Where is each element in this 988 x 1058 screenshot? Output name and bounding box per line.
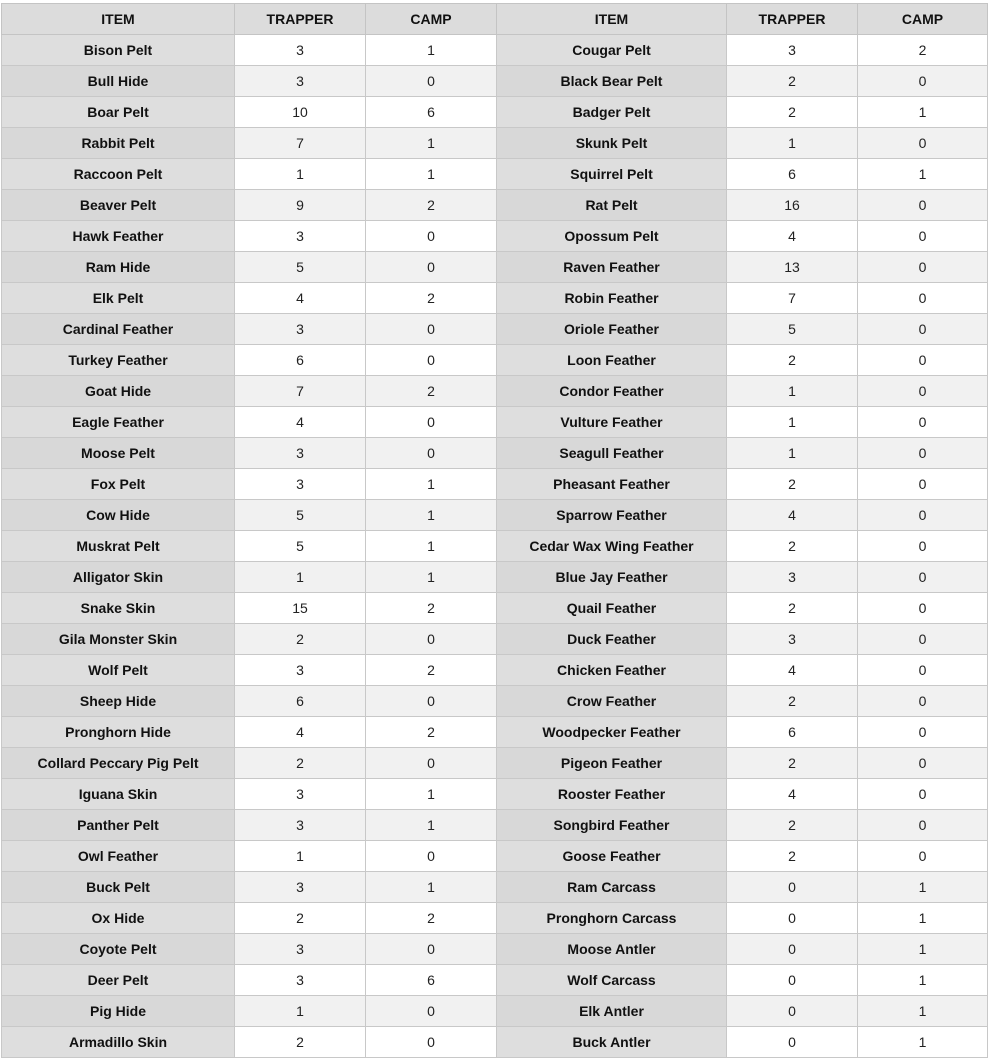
cell-camp-right[interactable]: 0 [858,717,988,748]
cell-trapper-left[interactable]: 3 [235,314,366,345]
cell-item-right[interactable]: Black Bear Pelt [497,66,727,97]
cell-trapper-left[interactable]: 2 [235,903,366,934]
cell-trapper-right[interactable]: 4 [727,779,858,810]
cell-item-right[interactable]: Pigeon Feather [497,748,727,779]
cell-camp-left[interactable]: 6 [366,97,497,128]
cell-item-left[interactable]: Beaver Pelt [2,190,235,221]
cell-camp-right[interactable]: 0 [858,283,988,314]
cell-camp-right[interactable]: 0 [858,748,988,779]
cell-item-left[interactable]: Cardinal Feather [2,314,235,345]
cell-camp-left[interactable]: 1 [366,562,497,593]
cell-trapper-right[interactable]: 3 [727,562,858,593]
cell-camp-left[interactable]: 0 [366,624,497,655]
cell-camp-left[interactable]: 0 [366,407,497,438]
cell-trapper-right[interactable]: 2 [727,810,858,841]
cell-camp-right[interactable]: 0 [858,345,988,376]
cell-trapper-right[interactable]: 2 [727,686,858,717]
cell-item-right[interactable]: Goose Feather [497,841,727,872]
cell-camp-right[interactable]: 0 [858,624,988,655]
cell-item-left[interactable]: Collard Peccary Pig Pelt [2,748,235,779]
cell-trapper-left[interactable]: 7 [235,376,366,407]
cell-item-left[interactable]: Raccoon Pelt [2,159,235,190]
cell-item-right[interactable]: Buck Antler [497,1027,727,1058]
cell-item-right[interactable]: Elk Antler [497,996,727,1027]
cell-camp-left[interactable]: 0 [366,345,497,376]
cell-camp-right[interactable]: 0 [858,66,988,97]
table-row [2,190,988,221]
table-row [2,872,988,903]
cell-camp-right[interactable]: 0 [858,438,988,469]
cell-camp-left[interactable]: 1 [366,779,497,810]
cell-item-left[interactable]: Rabbit Pelt [2,128,235,159]
table-row [2,965,988,996]
cell-camp-left[interactable]: 0 [366,748,497,779]
cell-item-right[interactable]: Ram Carcass [497,872,727,903]
cell-trapper-right[interactable]: 2 [727,841,858,872]
header-row [2,4,988,35]
cell-trapper-right[interactable]: 4 [727,655,858,686]
cell-trapper-left[interactable]: 2 [235,748,366,779]
cell-item-left[interactable]: Fox Pelt [2,469,235,500]
cell-camp-right[interactable]: 1 [858,903,988,934]
cell-item-right[interactable]: Vulture Feather [497,407,727,438]
cell-camp-left[interactable]: 0 [366,841,497,872]
cell-camp-right[interactable]: 0 [858,779,988,810]
cell-camp-left[interactable]: 2 [366,593,497,624]
cell-camp-right[interactable]: 1 [858,934,988,965]
cell-trapper-left[interactable]: 3 [235,965,366,996]
header-item-right[interactable]: ITEM [497,4,727,35]
cell-trapper-left[interactable]: 3 [235,934,366,965]
table-row [2,407,988,438]
cell-trapper-left[interactable]: 3 [235,35,366,66]
cell-item-left[interactable]: Pronghorn Hide [2,717,235,748]
cell-trapper-left[interactable]: 15 [235,593,366,624]
cell-trapper-left[interactable]: 3 [235,655,366,686]
cell-item-left[interactable]: Panther Pelt [2,810,235,841]
cell-trapper-right[interactable]: 1 [727,438,858,469]
cell-trapper-left[interactable]: 5 [235,531,366,562]
cell-trapper-right[interactable]: 0 [727,934,858,965]
cell-camp-left[interactable]: 0 [366,686,497,717]
cell-item-right[interactable]: Crow Feather [497,686,727,717]
pelt-table [1,3,988,1058]
cell-trapper-left[interactable]: 3 [235,66,366,97]
cell-item-right[interactable]: Moose Antler [497,934,727,965]
cell-item-right[interactable]: Condor Feather [497,376,727,407]
header-camp-left[interactable]: CAMP [366,4,497,35]
cell-item-left[interactable]: Bull Hide [2,66,235,97]
cell-item-right[interactable]: Blue Jay Feather [497,562,727,593]
table-row [2,686,988,717]
cell-item-left[interactable]: Buck Pelt [2,872,235,903]
cell-item-right[interactable]: Pheasant Feather [497,469,727,500]
cell-item-left[interactable]: Pig Hide [2,996,235,1027]
cell-item-left[interactable]: Armadillo Skin [2,1027,235,1058]
table-row [2,562,988,593]
cell-trapper-left[interactable]: 3 [235,779,366,810]
cell-trapper-left[interactable]: 1 [235,562,366,593]
cell-item-left[interactable]: Boar Pelt [2,97,235,128]
cell-trapper-left[interactable]: 10 [235,97,366,128]
cell-item-left[interactable]: Alligator Skin [2,562,235,593]
cell-camp-left[interactable]: 0 [366,314,497,345]
cell-camp-right[interactable]: 1 [858,97,988,128]
cell-camp-left[interactable]: 2 [366,903,497,934]
cell-trapper-right[interactable]: 3 [727,624,858,655]
table-row [2,376,988,407]
cell-camp-left[interactable]: 2 [366,655,497,686]
cell-camp-right[interactable]: 0 [858,562,988,593]
table-row [2,283,988,314]
cell-trapper-left[interactable]: 3 [235,810,366,841]
cell-trapper-right[interactable]: 2 [727,531,858,562]
cell-item-right[interactable]: Songbird Feather [497,810,727,841]
cell-camp-left[interactable]: 0 [366,1027,497,1058]
cell-trapper-right[interactable]: 5 [727,314,858,345]
table-row [2,593,988,624]
table-row [2,841,988,872]
table-row [2,66,988,97]
cell-camp-left[interactable]: 0 [366,934,497,965]
cell-camp-right[interactable]: 2 [858,35,988,66]
table-row [2,221,988,252]
cell-camp-left[interactable]: 1 [366,128,497,159]
cell-camp-left[interactable]: 0 [366,252,497,283]
table-row [2,500,988,531]
table-row [2,779,988,810]
cell-item-right[interactable]: Squirrel Pelt [497,159,727,190]
cell-item-left[interactable]: Hawk Feather [2,221,235,252]
header-camp-right[interactable]: CAMP [858,4,988,35]
cell-trapper-right[interactable]: 4 [727,221,858,252]
cell-camp-left[interactable]: 1 [366,531,497,562]
header-trapper-left[interactable]: TRAPPER [235,4,366,35]
cell-item-left[interactable]: Iguana Skin [2,779,235,810]
cell-item-left[interactable]: Snake Skin [2,593,235,624]
cell-camp-left[interactable]: 1 [366,35,497,66]
cell-item-right[interactable]: Rooster Feather [497,779,727,810]
cell-camp-left[interactable]: 1 [366,872,497,903]
cell-camp-right[interactable]: 0 [858,810,988,841]
cell-trapper-left[interactable]: 3 [235,872,366,903]
cell-trapper-right[interactable]: 6 [727,159,858,190]
cell-camp-right[interactable]: 0 [858,841,988,872]
cell-camp-right[interactable]: 0 [858,500,988,531]
cell-trapper-right[interactable]: 1 [727,128,858,159]
cell-trapper-left[interactable]: 3 [235,469,366,500]
cell-camp-right[interactable]: 0 [858,469,988,500]
cell-trapper-right[interactable]: 2 [727,66,858,97]
header-item-left[interactable]: ITEM [2,4,235,35]
table-row [2,345,988,376]
cell-trapper-right[interactable]: 0 [727,872,858,903]
cell-trapper-left[interactable]: 4 [235,283,366,314]
cell-trapper-right[interactable]: 13 [727,252,858,283]
table-row [2,531,988,562]
cell-trapper-left[interactable]: 3 [235,221,366,252]
cell-trapper-right[interactable]: 7 [727,283,858,314]
cell-trapper-left[interactable]: 1 [235,996,366,1027]
cell-item-right[interactable]: Quail Feather [497,593,727,624]
cell-camp-left[interactable]: 6 [366,965,497,996]
cell-camp-left[interactable]: 2 [366,376,497,407]
cell-trapper-right[interactable]: 0 [727,903,858,934]
cell-trapper-right[interactable]: 0 [727,965,858,996]
cell-camp-right[interactable]: 0 [858,252,988,283]
table-body [2,35,988,1058]
table-row [2,655,988,686]
cell-item-right[interactable]: Badger Pelt [497,97,727,128]
cell-trapper-right[interactable]: 2 [727,593,858,624]
cell-item-left[interactable]: Muskrat Pelt [2,531,235,562]
cell-camp-right[interactable]: 0 [858,531,988,562]
cell-camp-right[interactable]: 0 [858,376,988,407]
table-row [2,934,988,965]
cell-trapper-right[interactable]: 2 [727,345,858,376]
table-row [2,128,988,159]
cell-trapper-right[interactable]: 2 [727,469,858,500]
cell-trapper-right[interactable]: 1 [727,376,858,407]
cell-camp-left[interactable]: 0 [366,996,497,1027]
cell-item-left[interactable]: Bison Pelt [2,35,235,66]
cell-item-left[interactable]: Eagle Feather [2,407,235,438]
cell-camp-right[interactable]: 1 [858,872,988,903]
cell-trapper-left[interactable]: 2 [235,624,366,655]
cell-item-left[interactable]: Coyote Pelt [2,934,235,965]
cell-camp-left[interactable]: 1 [366,159,497,190]
cell-item-left[interactable]: Ox Hide [2,903,235,934]
cell-trapper-right[interactable]: 3 [727,35,858,66]
table-row [2,996,988,1027]
cell-trapper-right[interactable]: 0 [727,996,858,1027]
cell-item-left[interactable]: Ram Hide [2,252,235,283]
cell-trapper-right[interactable]: 1 [727,407,858,438]
cell-item-right[interactable]: Oriole Feather [497,314,727,345]
cell-camp-left[interactable]: 2 [366,717,497,748]
cell-item-right[interactable]: Seagull Feather [497,438,727,469]
cell-item-right[interactable]: Wolf Carcass [497,965,727,996]
cell-camp-right[interactable]: 0 [858,190,988,221]
cell-camp-left[interactable]: 1 [366,500,497,531]
cell-camp-left[interactable]: 0 [366,66,497,97]
cell-item-right[interactable]: Chicken Feather [497,655,727,686]
cell-camp-right[interactable]: 0 [858,593,988,624]
cell-item-right[interactable]: Sparrow Feather [497,500,727,531]
cell-item-right[interactable]: Rat Pelt [497,190,727,221]
table-row [2,810,988,841]
cell-item-right[interactable]: Duck Feather [497,624,727,655]
cell-item-right[interactable]: Cougar Pelt [497,35,727,66]
cell-item-right[interactable]: Woodpecker Feather [497,717,727,748]
cell-camp-left[interactable]: 1 [366,810,497,841]
cell-camp-right[interactable]: 1 [858,965,988,996]
cell-trapper-right[interactable]: 6 [727,717,858,748]
cell-item-right[interactable]: Skunk Pelt [497,128,727,159]
table-row [2,748,988,779]
cell-item-left[interactable]: Elk Pelt [2,283,235,314]
cell-trapper-left[interactable]: 4 [235,407,366,438]
cell-camp-right[interactable]: 1 [858,159,988,190]
cell-trapper-right[interactable]: 16 [727,190,858,221]
cell-item-left[interactable]: Goat Hide [2,376,235,407]
cell-camp-left[interactable]: 0 [366,221,497,252]
cell-item-left[interactable]: Cow Hide [2,500,235,531]
table-row [2,314,988,345]
cell-item-left[interactable]: Turkey Feather [2,345,235,376]
cell-trapper-left[interactable]: 2 [235,1027,366,1058]
table-row [2,159,988,190]
cell-item-right[interactable]: Loon Feather [497,345,727,376]
cell-camp-left[interactable]: 2 [366,283,497,314]
table-row [2,1027,988,1058]
cell-trapper-left[interactable]: 4 [235,717,366,748]
cell-camp-left[interactable]: 1 [366,469,497,500]
cell-camp-right[interactable]: 1 [858,1027,988,1058]
table-row [2,717,988,748]
cell-trapper-right[interactable]: 4 [727,500,858,531]
cell-item-left[interactable]: Wolf Pelt [2,655,235,686]
cell-camp-right[interactable]: 0 [858,655,988,686]
cell-item-left[interactable]: Gila Monster Skin [2,624,235,655]
cell-item-right[interactable]: Raven Feather [497,252,727,283]
cell-trapper-right[interactable]: 2 [727,748,858,779]
cell-camp-left[interactable]: 2 [366,190,497,221]
cell-trapper-left[interactable]: 7 [235,128,366,159]
table-row [2,624,988,655]
cell-camp-right[interactable]: 0 [858,314,988,345]
cell-trapper-left[interactable]: 3 [235,438,366,469]
cell-trapper-left[interactable]: 5 [235,252,366,283]
cell-trapper-left[interactable]: 6 [235,345,366,376]
cell-trapper-left[interactable]: 1 [235,159,366,190]
header-trapper-right[interactable]: TRAPPER [727,4,858,35]
table-row [2,35,988,66]
cell-trapper-left[interactable]: 1 [235,841,366,872]
cell-camp-right[interactable]: 0 [858,221,988,252]
cell-trapper-right[interactable]: 2 [727,97,858,128]
cell-trapper-left[interactable]: 6 [235,686,366,717]
cell-trapper-right[interactable]: 0 [727,1027,858,1058]
cell-trapper-left[interactable]: 5 [235,500,366,531]
cell-item-right[interactable]: Robin Feather [497,283,727,314]
cell-camp-right[interactable]: 1 [858,996,988,1027]
cell-item-left[interactable]: Owl Feather [2,841,235,872]
cell-item-right[interactable]: Pronghorn Carcass [497,903,727,934]
cell-camp-right[interactable]: 0 [858,407,988,438]
table-row [2,903,988,934]
cell-item-left[interactable]: Deer Pelt [2,965,235,996]
cell-camp-left[interactable]: 0 [366,438,497,469]
cell-camp-right[interactable]: 0 [858,128,988,159]
table-row [2,252,988,283]
cell-item-left[interactable]: Sheep Hide [2,686,235,717]
cell-camp-right[interactable]: 0 [858,686,988,717]
cell-trapper-left[interactable]: 9 [235,190,366,221]
cell-item-left[interactable]: Moose Pelt [2,438,235,469]
table-row [2,469,988,500]
table-row [2,97,988,128]
cell-item-right[interactable]: Cedar Wax Wing Feather [497,531,727,562]
table-row [2,438,988,469]
cell-item-right[interactable]: Opossum Pelt [497,221,727,252]
